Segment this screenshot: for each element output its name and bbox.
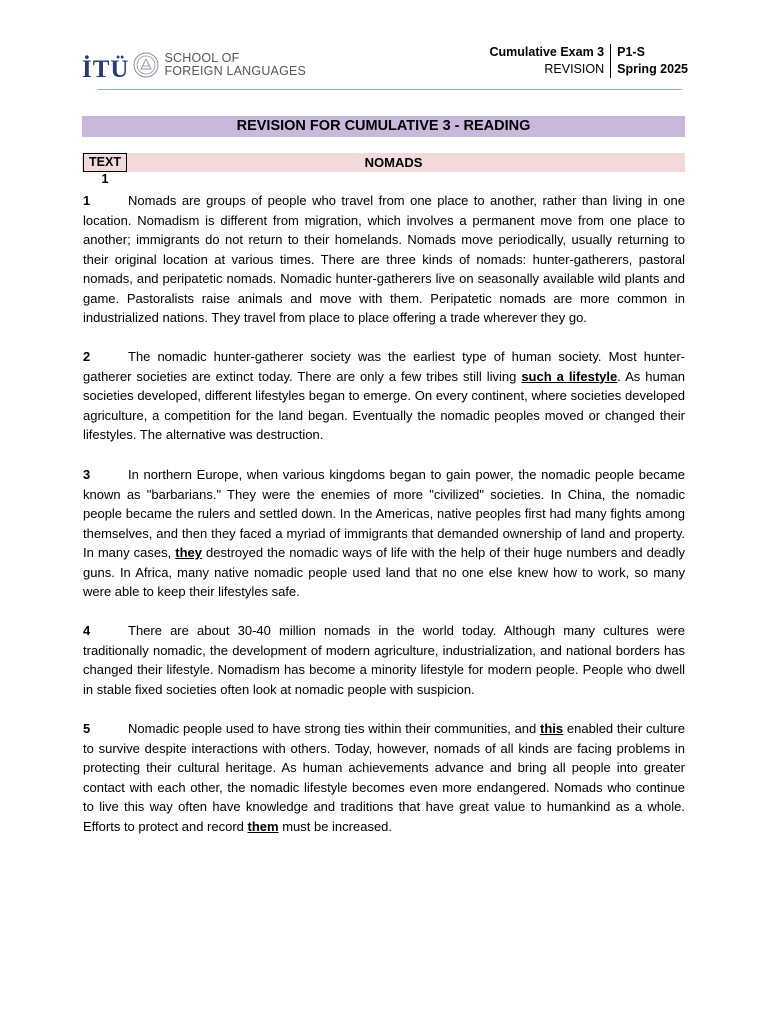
paragraph-text: must be increased. <box>278 818 393 834</box>
exam-subtitle: REVISION <box>544 62 605 76</box>
text-title: NOMADS <box>364 155 423 170</box>
paragraph-text: . As human societies developed, different lifestyles began to emerge. On every continent, where societies developed agriculture, a competition for the land began. Eventually the nomadic peoples moved or changed their lifestyles. The alternative was destruction. <box>83 368 685 442</box>
paragraph-text: enabled their culture to survive despite interactions with others. Today, however, nomads of all kinds are facing problems in protecting their cultural heritage. As human achievements advance and bring all people into greater contact with each other, the nomadic lifestyle becomes even more endangered. Nomads who continue to live this way often have knowledge and traditions that have great value to humankind as a whole. Efforts to protect and record <box>83 721 685 834</box>
logo-line-2: FOREIGN LANGUAGES <box>164 64 307 78</box>
paragraph-text: The nomadic hunter-gatherer society was the earliest type of human society. Most hunter-gatherer societies are extinct today. There are only a few tribes still living <box>83 349 685 384</box>
school-logo <box>82 45 306 85</box>
referent-underline: such a lifestyle <box>521 368 618 384</box>
paragraph-number: 2 <box>83 349 91 364</box>
text-label: TEXT 1 <box>83 153 127 172</box>
paragraph <box>83 347 685 445</box>
paragraph-number: 4 <box>83 623 91 638</box>
paragraph-text: Nomadic people used to have strong ties within their communities, and <box>128 721 541 736</box>
referent-underline: this <box>540 721 564 736</box>
paragraph-number: 5 <box>83 721 91 736</box>
header-divider <box>98 89 682 90</box>
paragraph-text: destroyed the nomadic ways of life with the help of their huge numbers and deadly guns. In Africa, many native nomadic people used land that no one else knew how to work, so many were able to keep their lifestyles safe. <box>83 545 685 599</box>
paragraph <box>83 191 685 328</box>
exam-term: Spring 2025 <box>617 62 688 76</box>
logo-line-1: SCHOOL OF <box>164 51 240 65</box>
paragraph-number: 1 <box>83 193 91 208</box>
paragraph <box>83 719 685 836</box>
itu-logo-mark: İTÜ <box>82 55 130 83</box>
exam-title: Cumulative Exam 3 <box>489 45 605 59</box>
page-title: REVISION FOR CUMULATIVE 3 - READING <box>82 116 685 137</box>
exam-level: P1-S <box>617 45 645 59</box>
referent-underline: they <box>175 545 202 560</box>
paragraph-text: In northern Europe, when various kingdoms began to gain power, the nomadic people became known as "barbarians." They were the enemies of more "civilized" societies. In China, the nomadic people became the rulers and settled down. In the Americas, native peoples first had many fights among themselves, and then they faced a myriad of immigrants that demanded ownership of land and property. In many cases, <box>83 467 685 560</box>
paragraph <box>83 465 685 602</box>
paragraph-text: Nomads are groups of people who travel from one place to another, rather than living in one location. Nomadism is different from migration, which involves a permanent move from one place to another; immigrants do not return to their homelands. Nomads move periodically, usually returning to their original location at various times. There are three kinds of nomads: hunter-gatherers, pastoral nomads, and peripatetic nomads. Nomadic hunter-gatherers live on seasonally available wild plants and game. Pastoralists raise animals and move with them. Peripatetic nomads are more common in industrialized nations. They travel from place to place offering a trade wherever they go. <box>83 193 685 325</box>
university-seal-icon <box>133 52 159 78</box>
paragraph-number: 3 <box>83 467 91 482</box>
paragraph <box>83 621 685 699</box>
exam-info <box>489 44 688 78</box>
referent-underline: them <box>247 818 279 834</box>
paragraph-text: There are about 30-40 million nomads in the world today. Although many cultures were traditionally nomadic, the development of modern agriculture, industrialization, and national borders has changed their lifestyle. Nomadism has become a minority lifestyle for modern people. People who dwell in stable fixed societies often look at nomadic people with suspicion. <box>83 623 685 697</box>
